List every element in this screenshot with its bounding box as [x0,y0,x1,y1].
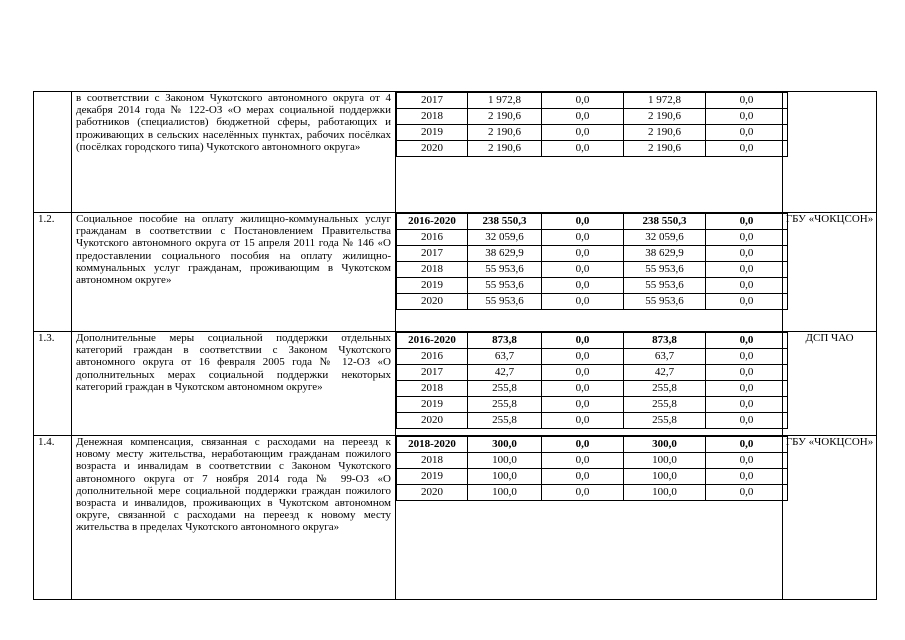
funding-regional: 255,8 [624,397,706,413]
funding-row [397,141,788,157]
funding-cell [396,436,783,600]
funding-year: 2018 [397,109,468,125]
funding-other: 0,0 [706,469,788,485]
funding-regional: 873,8 [624,333,706,349]
item-description: Дополнительные меры социальной поддержки отдельных категорий граждан в соответствии с Законом Чукотского автономного округа от 16 февраля 2005 года № 12-ОЗ «О дополнительных мерах социальной поддержки некоторых категорий граждан в Чукотском автономном округе» [72,332,396,436]
funding-federal: 0,0 [542,262,624,278]
funding-regional: 300,0 [624,437,706,453]
funding-federal: 0,0 [542,141,624,157]
item-number: 1.3. [34,332,72,436]
funding-federal: 0,0 [542,397,624,413]
funding-year: 2016-2020 [397,214,468,230]
funding-row [397,230,788,246]
funding-other: 0,0 [706,413,788,429]
responsible-executor: ДСП ЧАО [783,332,877,436]
funding-total: 255,8 [468,381,542,397]
responsible-executor: ГБУ «ЧОКЦСОН» [783,436,877,600]
funding-year: 2019 [397,469,468,485]
funding-regional: 55 953,6 [624,294,706,310]
table-row [34,332,877,436]
funding-subtable [396,213,788,310]
responsible-executor: ГБУ «ЧОКЦСОН» [783,213,877,332]
funding-regional: 63,7 [624,349,706,365]
funding-federal: 0,0 [542,413,624,429]
funding-regional: 238 550,3 [624,214,706,230]
table-row [34,213,877,332]
funding-regional: 100,0 [624,469,706,485]
funding-regional: 255,8 [624,413,706,429]
funding-total: 32 059,6 [468,230,542,246]
program-table [33,91,877,600]
funding-federal: 0,0 [542,453,624,469]
funding-total: 1 972,8 [468,93,542,109]
item-description: Денежная компенсация, связанная с расходами на переезд к новому месту жительства, неработающим гражданам пожилого возраста и инвалидам в соответствии с Законом Чукотского автономного округа от 7 ноября 2014 года № 99-ОЗ «О дополнительной мере социальной поддержки граждан пожилого возраста и инвалидов, проживающих в Чукотском автономном округе, связанной с расходами на переезд к новому месту жительства в пределах Чукотского автономного округа» [72,436,396,600]
funding-federal: 0,0 [542,469,624,485]
funding-year: 2016-2020 [397,333,468,349]
funding-regional: 55 953,6 [624,278,706,294]
funding-total: 38 629,9 [468,246,542,262]
funding-other: 0,0 [706,93,788,109]
funding-federal: 0,0 [542,333,624,349]
funding-row [397,397,788,413]
funding-year: 2020 [397,413,468,429]
funding-other: 0,0 [706,246,788,262]
funding-regional: 100,0 [624,485,706,501]
program-table-body [34,92,877,600]
funding-row [397,214,788,230]
funding-regional: 255,8 [624,381,706,397]
funding-cell [396,332,783,436]
funding-row [397,413,788,429]
funding-federal: 0,0 [542,294,624,310]
funding-year: 2019 [397,125,468,141]
funding-other: 0,0 [706,262,788,278]
funding-federal: 0,0 [542,365,624,381]
funding-federal: 0,0 [542,349,624,365]
funding-other: 0,0 [706,453,788,469]
funding-other: 0,0 [706,109,788,125]
funding-row [397,278,788,294]
funding-federal: 0,0 [542,109,624,125]
funding-row [397,349,788,365]
funding-year: 2017 [397,365,468,381]
funding-other: 0,0 [706,397,788,413]
funding-row [397,365,788,381]
funding-total: 55 953,6 [468,262,542,278]
funding-regional: 2 190,6 [624,109,706,125]
funding-regional: 38 629,9 [624,246,706,262]
funding-cell [396,213,783,332]
funding-federal: 0,0 [542,214,624,230]
funding-regional: 2 190,6 [624,125,706,141]
item-description: в соответствии с Законом Чукотского автономного округа от 4 декабря 2014 года № 122-ОЗ «О мерах социальной поддержки работников (специалистов) бюджетной сферы, работающих и проживающих в сельских населённых пунктах, рабочих посёлках (посёлках городского типа) Чукотского автономного округа» [72,92,396,213]
funding-year: 2017 [397,93,468,109]
funding-year: 2020 [397,485,468,501]
funding-row [397,125,788,141]
funding-other: 0,0 [706,333,788,349]
funding-row [397,437,788,453]
funding-row [397,333,788,349]
funding-total: 2 190,6 [468,109,542,125]
funding-total: 2 190,6 [468,141,542,157]
funding-total: 255,8 [468,397,542,413]
funding-regional: 55 953,6 [624,262,706,278]
funding-federal: 0,0 [542,230,624,246]
funding-subtable [396,92,788,157]
funding-other: 0,0 [706,365,788,381]
funding-row [397,93,788,109]
funding-other: 0,0 [706,141,788,157]
funding-year: 2020 [397,141,468,157]
item-number: 1.2. [34,213,72,332]
funding-total: 2 190,6 [468,125,542,141]
funding-total: 42,7 [468,365,542,381]
funding-row [397,246,788,262]
funding-regional: 42,7 [624,365,706,381]
funding-federal: 0,0 [542,93,624,109]
funding-total: 100,0 [468,469,542,485]
funding-row [397,469,788,485]
funding-total: 55 953,6 [468,278,542,294]
item-number [34,92,72,213]
funding-year: 2018-2020 [397,437,468,453]
funding-year: 2018 [397,381,468,397]
funding-federal: 0,0 [542,125,624,141]
funding-year: 2016 [397,349,468,365]
funding-federal: 0,0 [542,485,624,501]
funding-other: 0,0 [706,294,788,310]
funding-other: 0,0 [706,349,788,365]
funding-total: 63,7 [468,349,542,365]
funding-other: 0,0 [706,278,788,294]
funding-row [397,262,788,278]
funding-row [397,381,788,397]
funding-other: 0,0 [706,214,788,230]
funding-other: 0,0 [706,381,788,397]
item-number: 1.4. [34,436,72,600]
funding-total: 300,0 [468,437,542,453]
funding-total: 255,8 [468,413,542,429]
funding-total: 238 550,3 [468,214,542,230]
funding-year: 2019 [397,278,468,294]
funding-subtable [396,436,788,501]
funding-regional: 1 972,8 [624,93,706,109]
funding-federal: 0,0 [542,381,624,397]
funding-cell [396,92,783,213]
funding-year: 2018 [397,262,468,278]
funding-other: 0,0 [706,230,788,246]
funding-year: 2017 [397,246,468,262]
funding-other: 0,0 [706,437,788,453]
item-description: Социальное пособие на оплату жилищно-коммунальных услуг гражданам в соответствии с Постановлением Правительства Чукотского автономного округа от 15 апреля 2011 года № 146 «О предоставлении социального пособия на оплату жилищно-коммунальных услуг гражданам, проживающим в Чукотском автономном округе» [72,213,396,332]
funding-total: 100,0 [468,453,542,469]
funding-federal: 0,0 [542,246,624,262]
funding-regional: 32 059,6 [624,230,706,246]
funding-row [397,294,788,310]
funding-total: 873,8 [468,333,542,349]
funding-other: 0,0 [706,125,788,141]
funding-regional: 2 190,6 [624,141,706,157]
funding-federal: 0,0 [542,278,624,294]
funding-row [397,453,788,469]
responsible-executor [783,92,877,213]
funding-year: 2019 [397,397,468,413]
funding-total: 100,0 [468,485,542,501]
funding-year: 2020 [397,294,468,310]
funding-row [397,485,788,501]
table-row [34,92,877,213]
funding-row [397,109,788,125]
funding-total: 55 953,6 [468,294,542,310]
funding-subtable [396,332,788,429]
table-row [34,436,877,600]
funding-year: 2018 [397,453,468,469]
funding-federal: 0,0 [542,437,624,453]
funding-year: 2016 [397,230,468,246]
funding-other: 0,0 [706,485,788,501]
funding-regional: 100,0 [624,453,706,469]
